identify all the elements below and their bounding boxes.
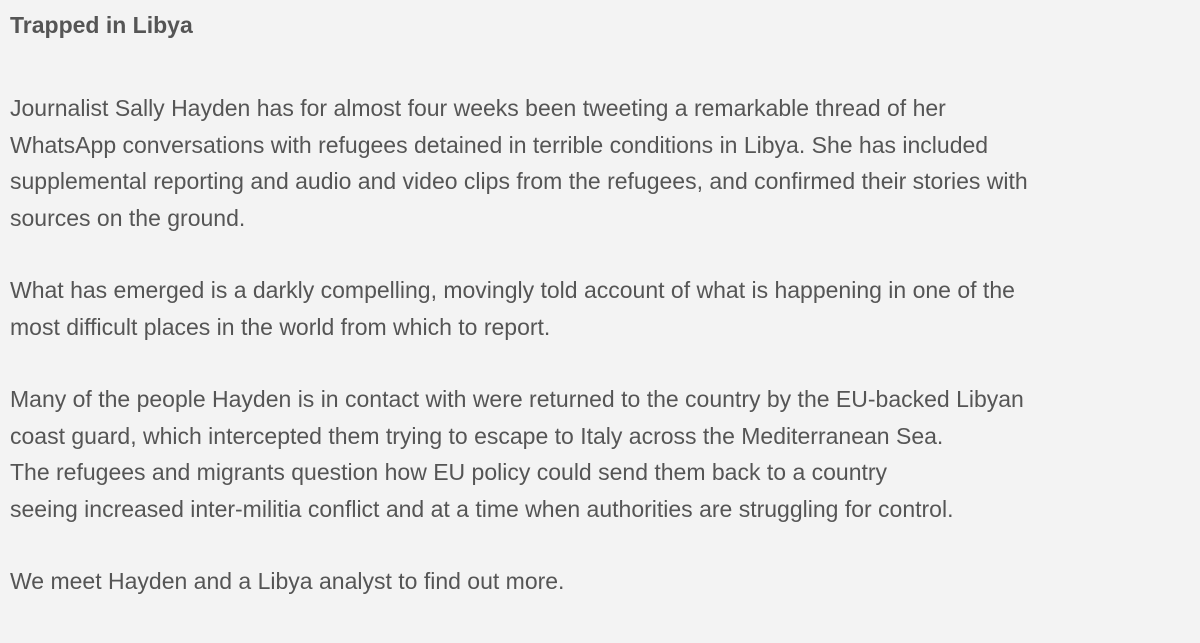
- paragraph-closing: We meet Hayden and a Libya analyst to find out more.: [10, 568, 565, 594]
- paragraph-account: What has emerged is a darkly compelling, movingly told account of what is happening in one of the most difficult places in the world from which to report.: [10, 277, 1015, 340]
- paragraph-context: Many of the people Hayden is in contact with were returned to the country by the EU-backed Libyan coast guard, which intercepted them trying to escape to Italy across the Mediterranean Sea. The refugees and migrants question how EU policy could send them back to a country seeing increased inter-militia conflict and at a time when authorities are struggling for control.: [10, 386, 1024, 522]
- paragraph-intro: Journalist Sally Hayden has for almost four weeks been tweeting a remarkable thread of her WhatsApp conversations with refugees detained in terrible conditions in Libya. She has included supplemental reporting and audio and video clips from the refugees, and confirmed their stories with sources on the ground.: [10, 95, 1028, 231]
- article-title: Trapped in Libya: [10, 12, 193, 38]
